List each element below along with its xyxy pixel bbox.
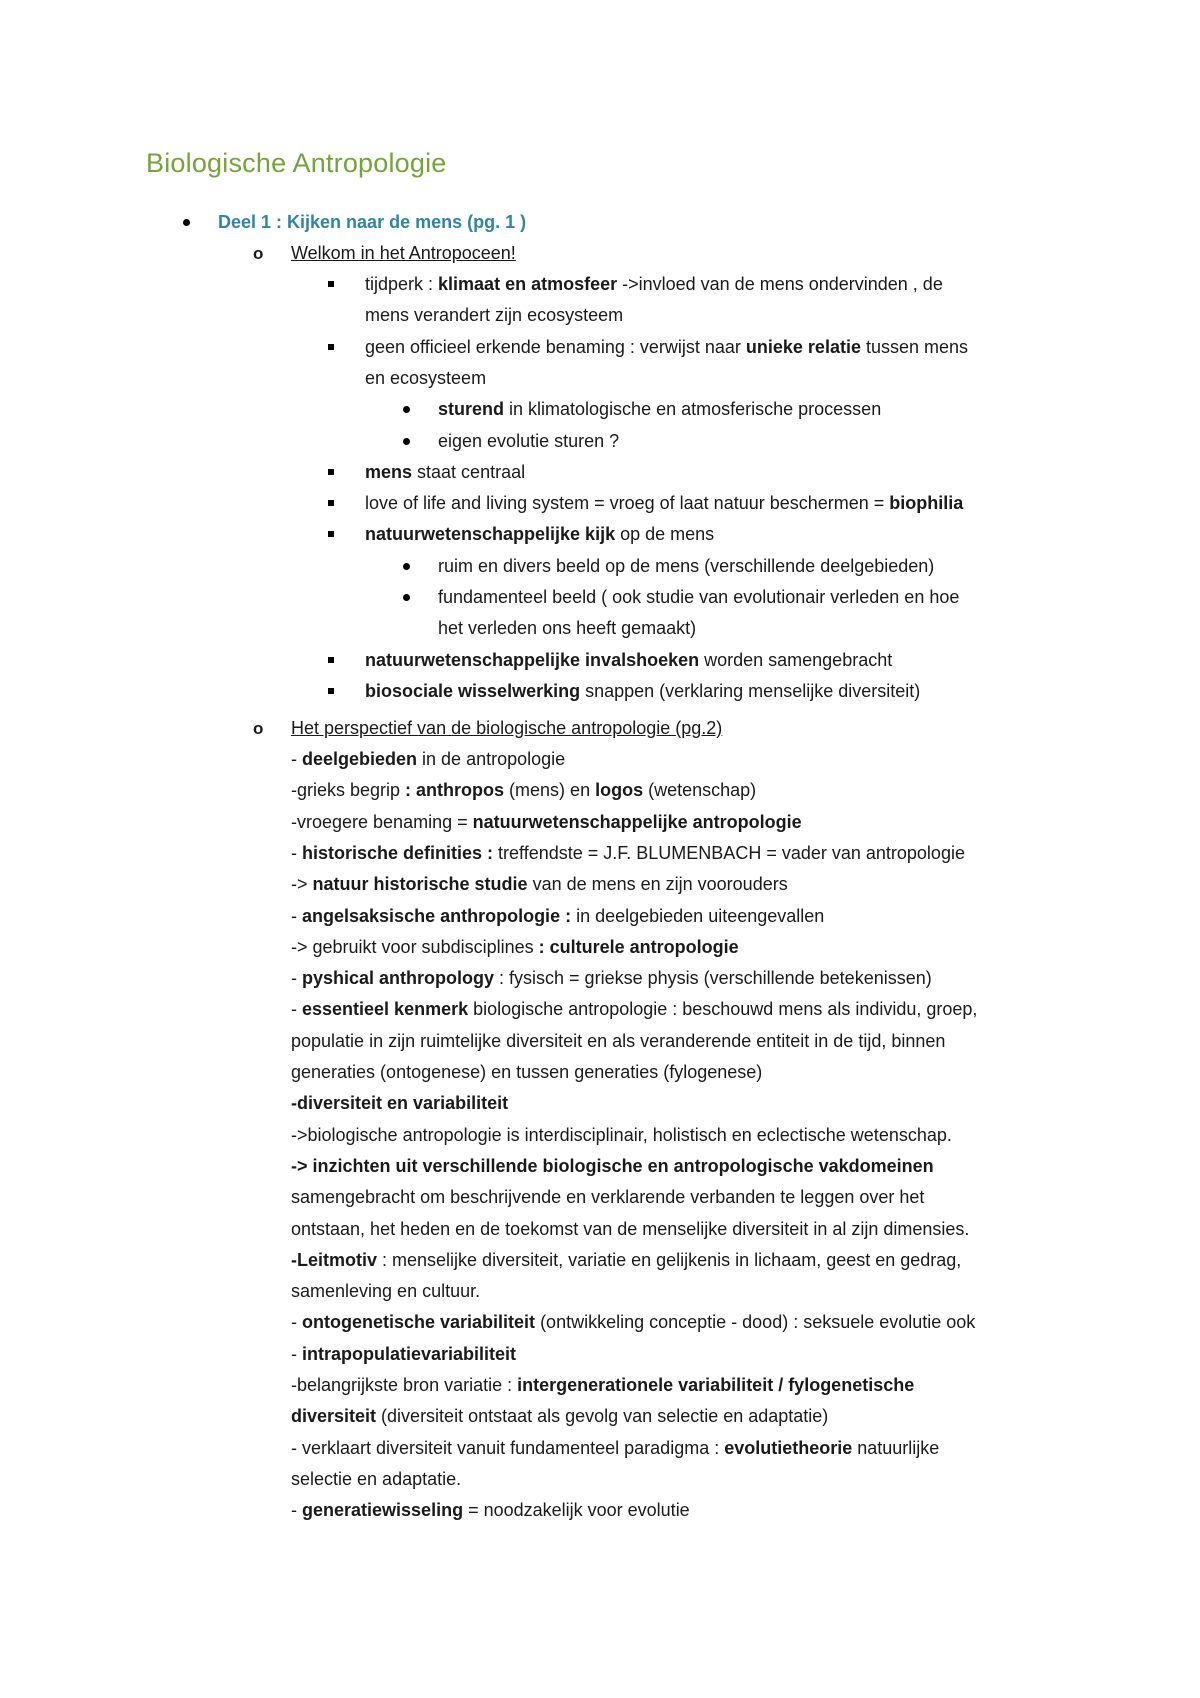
bold-text: intrapopulatievariabiliteit [302, 1343, 517, 1364]
text-run: (mens) en [504, 780, 596, 801]
text-run: - [291, 749, 302, 769]
paragraph-line [291, 807, 802, 838]
bullet-icon [403, 594, 410, 601]
text-run: -> gebruikt voor subdisciplines [291, 936, 539, 957]
paragraph-line [291, 1401, 828, 1432]
text-run: ->biologische antropologie is interdisciplinair, holistisch en eclectische wetenschap. [291, 1124, 952, 1145]
bold-text: ontogenetische variabiliteit [302, 1312, 536, 1333]
paragraph-line [291, 1026, 945, 1057]
paragraph-line [291, 869, 788, 900]
bold-text: : anthropos [405, 780, 505, 801]
text-run: - [291, 999, 302, 1020]
text-run: - [291, 1343, 302, 1364]
list-line [438, 394, 881, 425]
bold-text: logos [595, 780, 644, 801]
text-run: - [291, 905, 302, 926]
bold-text: natuurwetenschappelijke invalshoeken [365, 649, 700, 670]
text-run: (ontwikkeling conceptie - dood) : seksuele evolutie ook [535, 1312, 976, 1333]
text-run: eigen evolutie sturen ? [438, 430, 620, 451]
text-run: in deelgebieden uiteengevallen [571, 905, 825, 926]
list-line [365, 332, 968, 363]
text-run: treffendste = J.F. BLUMENBACH = vader van antropologie [493, 842, 965, 863]
bold-text: : culturele antropologie [538, 936, 739, 957]
text-run: worden samengebracht [699, 649, 893, 670]
text-run: snappen (verklaring menselijke diversiteit) [580, 680, 921, 701]
text-run: samenleving en cultuur. [291, 1281, 481, 1302]
bold-text: diversiteit [291, 1406, 377, 1427]
bold-text: -diversiteit en variabiliteit [291, 1093, 509, 1114]
paragraph-line [291, 1276, 480, 1307]
bullet-icon [403, 406, 410, 413]
text-run: tijdperk : [365, 274, 439, 294]
paragraph-line [291, 1151, 934, 1182]
square-bullet-icon [328, 344, 334, 350]
text-run: - [291, 968, 302, 989]
list-line [365, 363, 486, 394]
text-run: = noodzakelijk voor evolutie [463, 1500, 690, 1521]
list-line [365, 519, 714, 550]
bold-text: biosociale wisselwerking [365, 680, 581, 701]
square-bullet-icon [328, 281, 334, 287]
list-line [438, 582, 959, 613]
marker-o: o [253, 719, 264, 738]
square-bullet-icon [328, 657, 334, 663]
text-run: geen officieel erkende benaming : verwijst naar [365, 336, 746, 357]
bold-text: biophilia [889, 493, 964, 514]
text-run: - [291, 1312, 302, 1333]
text-run: love of life and living system = vroeg of laat natuur beschermen = [365, 493, 890, 514]
paragraph-line [291, 932, 739, 963]
list-line [365, 269, 943, 300]
text-run: mens verandert zijn ecosysteem [365, 305, 624, 326]
bold-text: evolutietheorie [724, 1437, 853, 1458]
text-run: samengebracht om beschrijvende en verklarende verbanden te leggen over het [291, 1187, 925, 1208]
square-bullet-icon [328, 500, 334, 506]
text-run: het verleden ons heeft gemaakt) [438, 618, 697, 639]
text-run: -grieks begrip [291, 780, 406, 801]
bold-text: natuurwetenschappelijke antropologie [472, 811, 802, 832]
text-run: tussen mens [860, 336, 969, 357]
text-run: in klimatologische en atmosferische processen [504, 399, 882, 420]
list-line [365, 645, 892, 676]
paragraph-line [291, 1245, 961, 1276]
text-run: : menselijke diversiteit, variatie en gelijkenis in lichaam, geest en gedrag, [377, 1249, 962, 1270]
text-run: in de antropologie [417, 749, 566, 769]
bold-text: generatiewisseling [302, 1500, 464, 1521]
paragraph-line [291, 1495, 690, 1526]
bold-text: angelsaksische anthropologie : [302, 905, 572, 926]
paragraph-line [291, 963, 932, 994]
text-run: ontstaan, het heden en de toekomst van de menselijke diversiteit in al zijn dimensies. [291, 1218, 970, 1239]
paragraph-line [291, 1370, 914, 1401]
text-run: (wetenschap) [643, 780, 757, 801]
list-line [438, 551, 934, 582]
text-run: - [291, 842, 302, 863]
marker-o: o [253, 244, 264, 263]
bold-text: pyshical anthropology [302, 968, 495, 989]
paragraph-line [291, 1120, 952, 1151]
list-line [365, 457, 525, 488]
list-line [365, 488, 963, 519]
bold-text: sturend [438, 399, 505, 420]
list-line [365, 300, 623, 331]
text-run: generaties (ontogenese) en tussen generaties (fylogenese) [291, 1062, 763, 1082]
text-run: -> [291, 874, 313, 895]
paragraph-line [291, 1307, 975, 1338]
bold-text: mens [365, 461, 413, 482]
bold-text: historische definities : [302, 842, 494, 863]
paragraph-line [291, 838, 965, 869]
page-title: Biologische Antropologie [146, 148, 447, 178]
paragraph-line [291, 901, 824, 932]
paragraph-line [291, 1182, 924, 1213]
text-run: (diversiteit ontstaat als gevolg van selectie en adaptatie) [376, 1406, 829, 1427]
text-run: biologische antropologie : beschouwd mens als individu, groep, [468, 999, 978, 1020]
paragraph-line [291, 744, 565, 775]
text-run: ->invloed van de mens ondervinden , de [617, 274, 943, 294]
text-run: op de mens [615, 524, 715, 545]
bold-text: unieke relatie [745, 336, 861, 357]
paragraph-line [291, 1057, 762, 1088]
bold-text: intergenerationele variabiliteit / fylogenetische [517, 1375, 915, 1395]
paragraph-line [291, 1433, 939, 1464]
paragraph-line [291, 1464, 461, 1495]
bold-text: natuur historische studie [312, 874, 528, 895]
paragraph-line [291, 1214, 969, 1245]
text-run: fundamenteel beeld ( ook studie van evolutionair verleden en hoe [438, 587, 960, 607]
subheading-welkom: Welkom in het Antropoceen! [291, 243, 516, 263]
section-heading-deel1: Deel 1 : Kijken naar de mens (pg. 1 ) [218, 212, 527, 232]
text-run: van de mens en zijn voorouders [527, 874, 788, 895]
square-bullet-icon [328, 688, 334, 694]
text-run: en ecosysteem [365, 367, 487, 388]
bullet-icon [403, 563, 410, 570]
bold-text: klimaat en atmosfeer [438, 274, 618, 294]
text-run: -vroegere benaming = [291, 811, 473, 832]
paragraph-line [291, 1339, 516, 1370]
square-bullet-icon [328, 469, 334, 475]
text-run: - [291, 1500, 302, 1521]
text-run: staat centraal [412, 461, 526, 482]
bold-text: natuurwetenschappelijke kijk [365, 524, 616, 545]
paragraph-line [291, 994, 977, 1025]
square-bullet-icon [328, 531, 334, 537]
bullet-icon [403, 438, 410, 445]
text-run: selectie en adaptatie. [291, 1468, 462, 1489]
list-line [438, 426, 619, 457]
paragraph-line [291, 775, 756, 806]
text-run: - verklaart diversiteit vanuit fundamenteel paradigma : [291, 1437, 725, 1458]
subheading-perspectief: Het perspectief van de biologische antropologie (pg.2) [291, 718, 723, 738]
bold-text: -Leitmotiv [291, 1249, 378, 1270]
bold-text: deelgebieden [302, 749, 418, 769]
bold-text: -> inzichten uit verschillende biologische en antropologische vakdomeinen [291, 1155, 934, 1176]
text-run: : fysisch = griekse physis (verschillende betekenissen) [494, 968, 932, 989]
bold-text: essentieel kenmerk [302, 999, 469, 1020]
text-run: ruim en divers beeld op de mens (verschillende deelgebieden) [438, 555, 935, 576]
text-run: populatie in zijn ruimtelijke diversiteit en als veranderende entiteit in de tijd, binnen [291, 1030, 946, 1051]
text-run: -belangrijkste bron variatie : [291, 1375, 518, 1395]
paragraph-line [291, 1088, 508, 1119]
list-line [438, 613, 696, 644]
bullet-icon [183, 219, 190, 226]
text-run: natuurlijke [852, 1437, 940, 1458]
list-line [365, 676, 920, 707]
